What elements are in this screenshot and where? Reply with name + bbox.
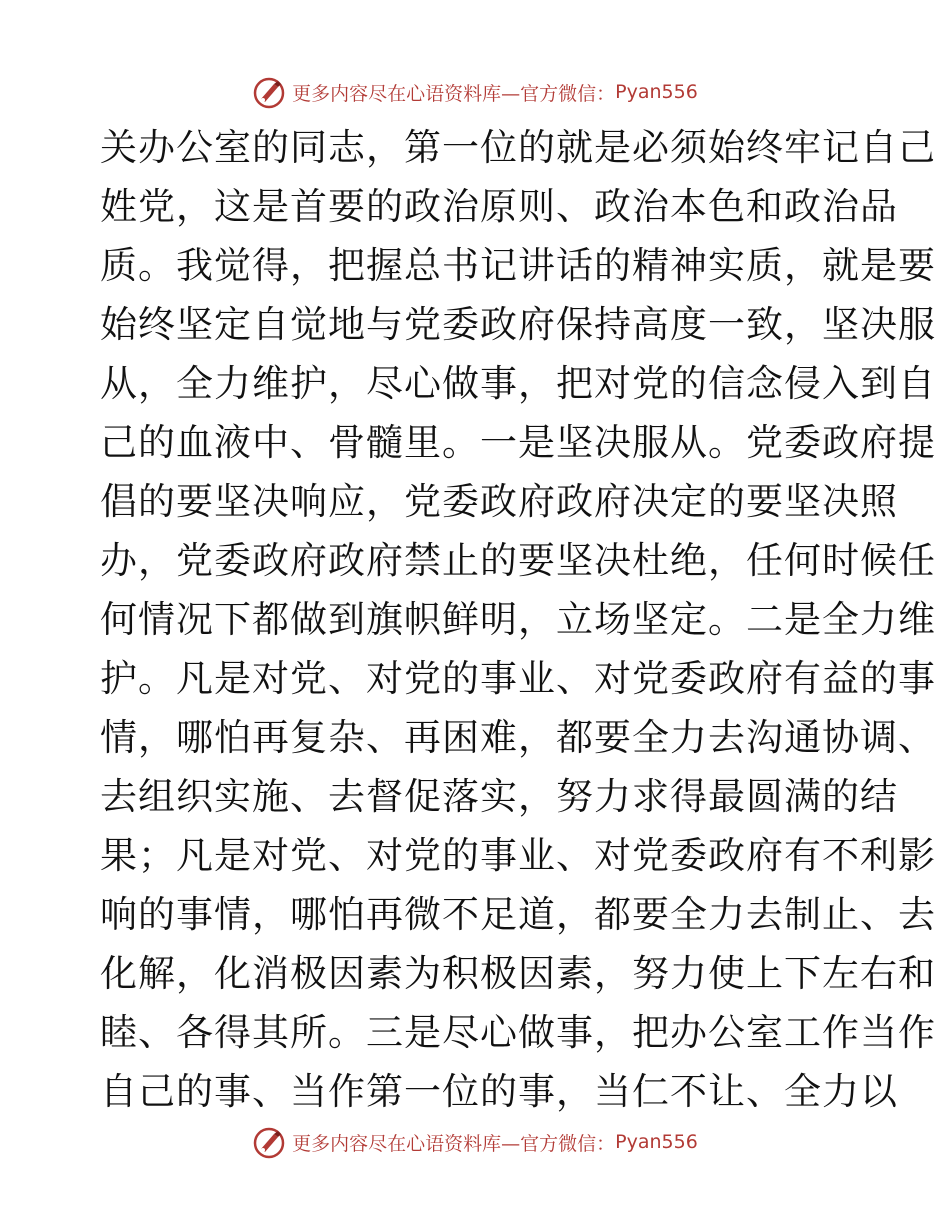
body-line-17: 自己的事、当作第一位的事，当仁不让、全力以 xyxy=(100,1070,898,1113)
body-line-8: 办，党委政府政府禁止的要坚决杜绝，任何时候任 xyxy=(100,539,936,582)
footer-wechat-handle: Pyan556 xyxy=(615,1131,698,1153)
header-promo-text: 更多内容尽在心语资料库—官方微信： xyxy=(292,82,616,105)
footer-promo-text: 更多内容尽在心语资料库—官方微信： xyxy=(292,1132,616,1155)
page-footer-banner xyxy=(0,1122,950,1162)
body-line-15: 化解，化消极因素为积极因素，努力使上下左右和 xyxy=(100,952,936,995)
ink-pen-circle-icon xyxy=(252,1125,286,1159)
body-line-10: 护。凡是对党、对党的事业、对党委政府有益的事 xyxy=(100,657,936,700)
body-line-13: 果；凡是对党、对党的事业、对党委政府有不利影 xyxy=(100,834,936,877)
body-line-16: 睦、各得其所。三是尽心做事，把办公室工作当作 xyxy=(100,1011,936,1054)
ink-pen-circle-icon xyxy=(252,75,286,109)
body-line-12: 去组织实施、去督促落实，努力求得最圆满的结 xyxy=(100,775,898,818)
body-line-4: 始终坚定自觉地与党委政府保持高度一致，坚决服 xyxy=(100,303,936,346)
body-line-5: 从，全力维护，尽心做事，把对党的信念侵入到自 xyxy=(100,362,936,405)
header-wechat-handle: Pyan556 xyxy=(615,81,698,103)
body-line-2: 姓党，这是首要的政治原则、政治本色和政治品 xyxy=(100,185,898,228)
body-line-11: 情，哪怕再复杂、再困难，都要全力去沟通协调、 xyxy=(100,716,936,759)
body-line-6: 己的血液中、骨髓里。一是坚决服从。党委政府提 xyxy=(100,421,936,464)
body-line-14: 响的事情，哪怕再微不足道，都要全力去制止、去 xyxy=(100,893,936,936)
document-body xyxy=(100,118,936,1121)
body-line-7: 倡的要坚决响应，党委政府政府决定的要坚决照 xyxy=(100,480,898,523)
body-line-1: 关办公室的同志，第一位的就是必须始终牢记自己 xyxy=(100,126,936,169)
body-line-9: 何情况下都做到旗帜鲜明，立场坚定。二是全力维 xyxy=(100,598,936,641)
page-header-banner xyxy=(0,72,950,112)
body-line-3: 质。我觉得，把握总书记讲话的精神实质，就是要 xyxy=(100,244,936,287)
